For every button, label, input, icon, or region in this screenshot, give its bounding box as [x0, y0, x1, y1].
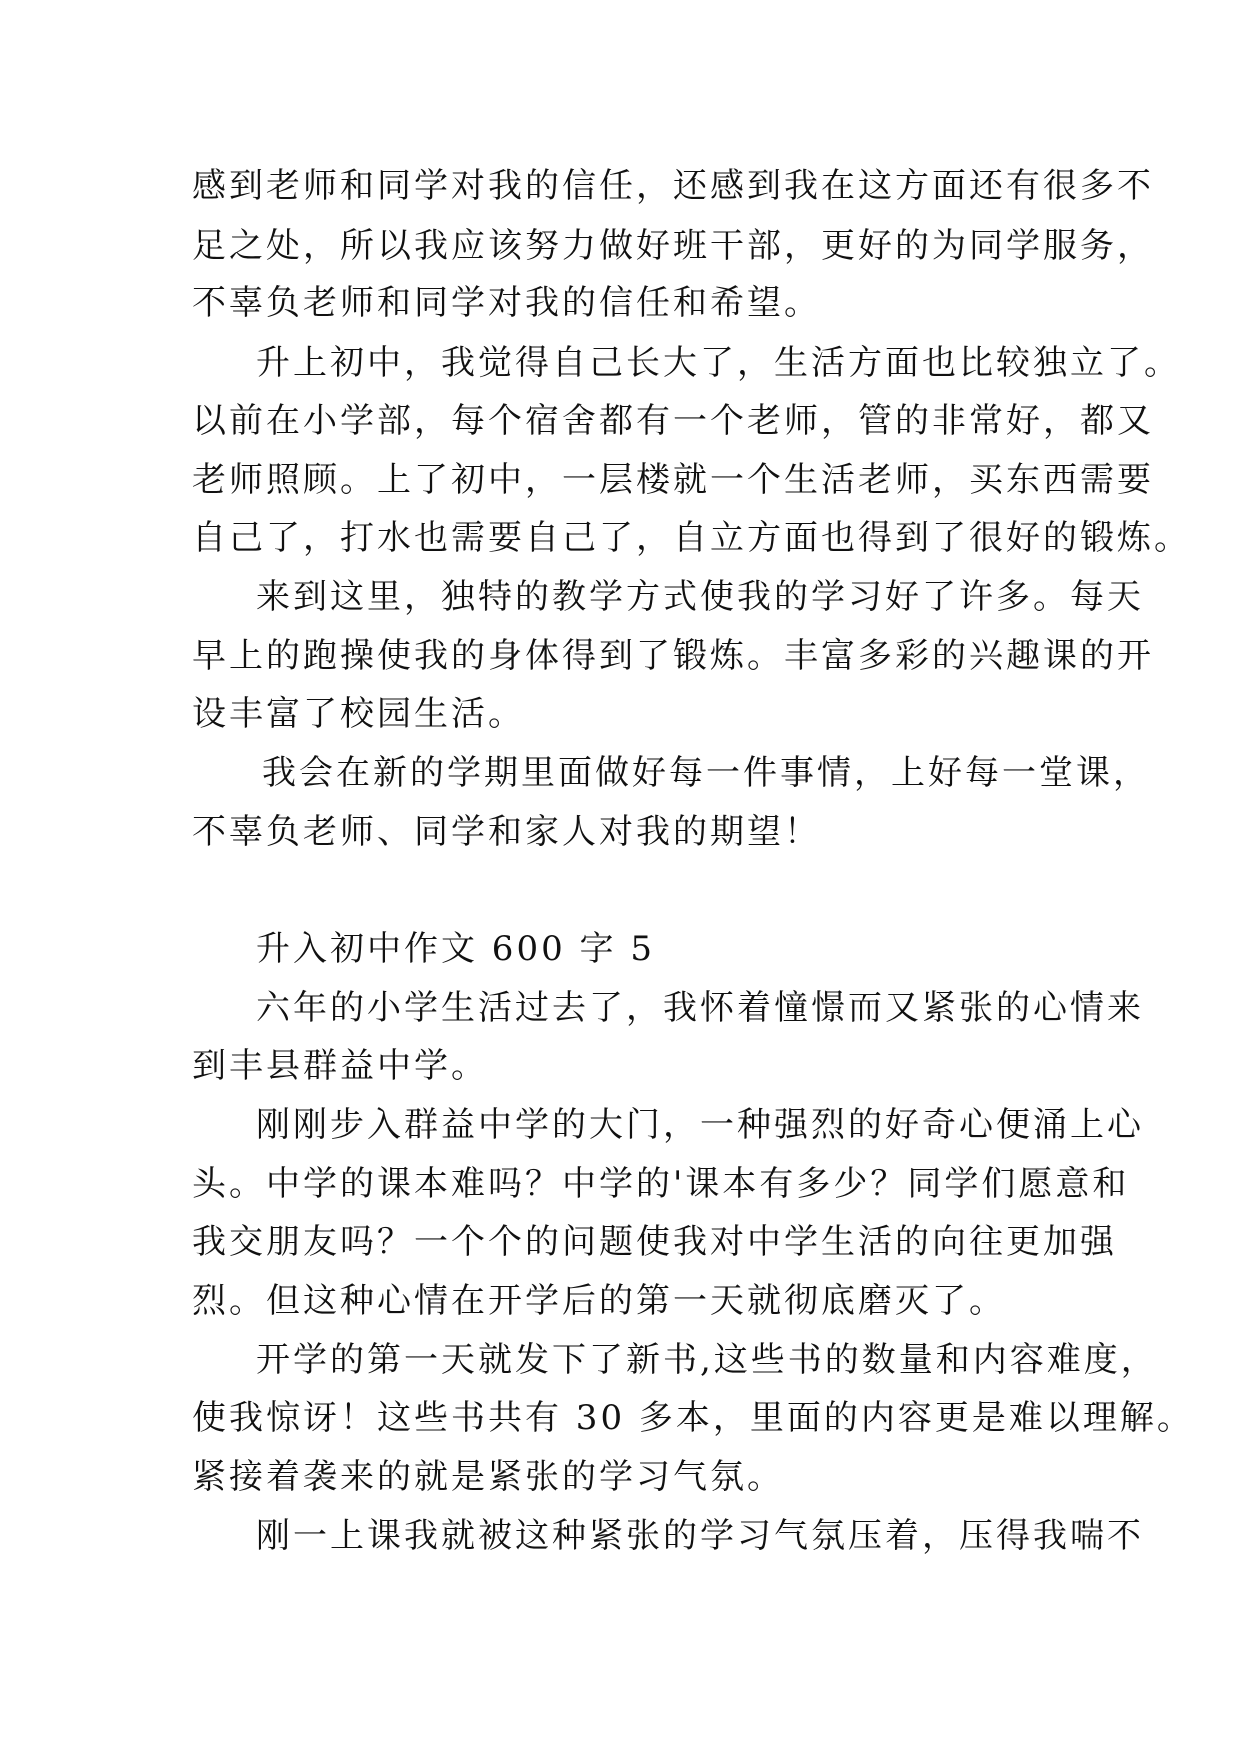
paragraph-start-line: 刚刚步入群益中学的大门，一种强烈的好奇心便涌上心 — [256, 1105, 1144, 1145]
paragraph-start-line: 升上初中，我觉得自己长大了，生活方面也比较独立了。 — [256, 343, 1181, 383]
text-line: 不辜负老师、同学和家人对我的期望！ — [192, 812, 821, 852]
text-line: 到丰县群益中学。 — [192, 1046, 488, 1086]
paragraph-start-line: 六年的小学生活过去了，我怀着憧憬而又紧张的心情来 — [256, 988, 1144, 1028]
text-line: 以前在小学部，每个宿舍都有一个老师，管的非常好，都又 — [192, 401, 1154, 441]
text-line: 烈。但这种心情在开学后的第一天就彻底磨灭了。 — [192, 1281, 1006, 1321]
text-line: 不辜负老师和同学对我的信任和希望。 — [192, 283, 821, 323]
text-line: 紧接着袭来的就是紧张的学习气氛。 — [192, 1457, 784, 1497]
text-line: 早上的跑操使我的身体得到了锻炼。丰富多彩的兴趣课的开 — [192, 636, 1154, 676]
text-line: 使我惊讶！这些书共有 30 多本，里面的内容更是难以理解。 — [192, 1398, 1194, 1438]
section-heading: 升入初中作文 600 字 5 — [256, 929, 655, 969]
text-line: 我交朋友吗？一个个的问题使我对中学生活的向往更加强 — [192, 1222, 1117, 1262]
text-line: 自己了，打水也需要自己了，自立方面也得到了很好的锻炼。 — [192, 518, 1191, 558]
paragraph-start-line: 刚一上课我就被这种紧张的学习气氛压着，压得我喘不 — [256, 1516, 1144, 1556]
paragraph-start-line: 来到这里，独特的教学方式使我的学习好了许多。每天 — [256, 577, 1144, 617]
text-line: 设丰富了校园生活。 — [192, 694, 525, 734]
text-line: 老师照顾。上了初中，一层楼就一个生活老师，买东西需要 — [192, 460, 1154, 500]
paragraph-start-line: 开学的第一天就发下了新书,这些书的数量和内容难度， — [256, 1340, 1158, 1380]
paragraph-start-line: 我会在新的学期里面做好每一件事情，上好每一堂课， — [262, 753, 1150, 793]
text-line: 足之处，所以我应该努力做好班干部，更好的为同学服务， — [192, 226, 1154, 266]
text-line: 感到老师和同学对我的信任，还感到我在这方面还有很多不 — [192, 166, 1154, 206]
text-line: 头。中学的课本难吗？中学的'课本有多少？同学们愿意和 — [192, 1164, 1130, 1204]
